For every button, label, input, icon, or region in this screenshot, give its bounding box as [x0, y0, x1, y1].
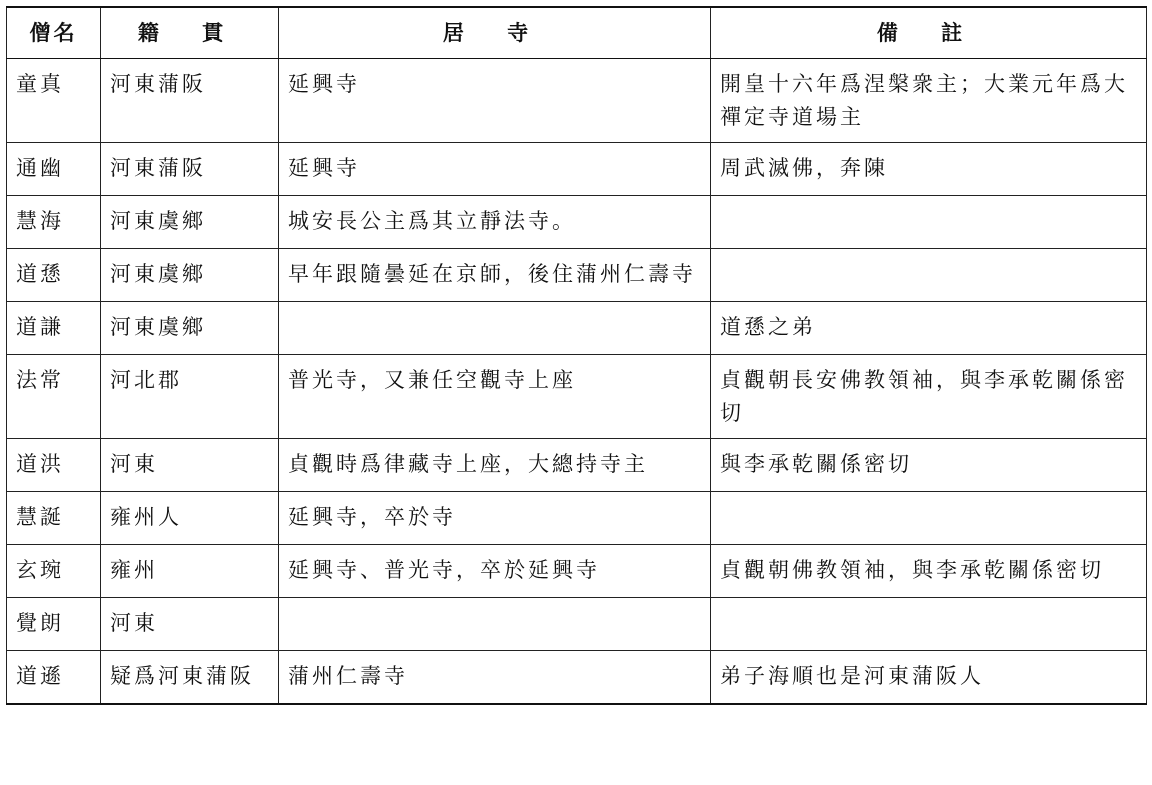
cell-origin: 疑爲河東蒲阪 [101, 651, 279, 705]
cell-note: 弟子海順也是河東蒲阪人 [711, 651, 1147, 705]
table-row [7, 59, 1147, 143]
header-notes: 備 註 [711, 7, 1147, 59]
table-row [7, 651, 1147, 705]
cell-origin: 河東虞鄉 [101, 302, 279, 355]
cell-origin: 河東蒲阪 [101, 143, 279, 196]
cell-monk-name: 慧海 [7, 196, 101, 249]
cell-origin: 雍州人 [101, 492, 279, 545]
cell-monk-name: 道愻 [7, 249, 101, 302]
cell-temple [279, 598, 711, 651]
table-header [7, 7, 1147, 59]
cell-temple: 延興寺、普光寺，卒於延興寺 [279, 545, 711, 598]
cell-temple: 早年跟隨曇延在京師，後住蒲州仁壽寺 [279, 249, 711, 302]
table-row [7, 598, 1147, 651]
cell-note [711, 598, 1147, 651]
table-row [7, 439, 1147, 492]
cell-origin: 河東 [101, 439, 279, 492]
cell-monk-name: 慧誕 [7, 492, 101, 545]
cell-temple: 普光寺，又兼任空觀寺上座 [279, 355, 711, 439]
cell-note: 貞觀朝長安佛教領袖，與李承乾關係密切 [711, 355, 1147, 439]
cell-temple: 延興寺，卒於寺 [279, 492, 711, 545]
header-row [7, 7, 1147, 59]
cell-note [711, 249, 1147, 302]
cell-note: 與李承乾關係密切 [711, 439, 1147, 492]
cell-temple [279, 302, 711, 355]
table-row [7, 196, 1147, 249]
table-row [7, 492, 1147, 545]
cell-note: 道愻之弟 [711, 302, 1147, 355]
cell-note: 開皇十六年爲涅槃衆主；大業元年爲大禪定寺道場主 [711, 59, 1147, 143]
cell-temple: 蒲州仁壽寺 [279, 651, 711, 705]
cell-origin: 河東蒲阪 [101, 59, 279, 143]
table-body [7, 59, 1147, 705]
cell-monk-name: 道謙 [7, 302, 101, 355]
table-row [7, 355, 1147, 439]
cell-temple: 貞觀時爲律藏寺上座，大總持寺主 [279, 439, 711, 492]
cell-temple: 延興寺 [279, 59, 711, 143]
cell-note: 貞觀朝佛教領袖，與李承乾關係密切 [711, 545, 1147, 598]
cell-monk-name: 玄琬 [7, 545, 101, 598]
cell-origin: 河東虞鄉 [101, 196, 279, 249]
cell-monk-name: 通幽 [7, 143, 101, 196]
header-monk-name: 僧名 [7, 7, 101, 59]
cell-monk-name: 道洪 [7, 439, 101, 492]
cell-note [711, 492, 1147, 545]
cell-monk-name: 法常 [7, 355, 101, 439]
monk-table [6, 6, 1147, 705]
table-row [7, 249, 1147, 302]
cell-origin: 河北郡 [101, 355, 279, 439]
cell-note [711, 196, 1147, 249]
table-row [7, 143, 1147, 196]
cell-note: 周武滅佛，奔陳 [711, 143, 1147, 196]
cell-temple: 延興寺 [279, 143, 711, 196]
cell-origin: 河東 [101, 598, 279, 651]
table-row [7, 302, 1147, 355]
cell-monk-name: 童真 [7, 59, 101, 143]
cell-temple: 城安長公主爲其立靜法寺。 [279, 196, 711, 249]
header-origin: 籍 貫 [101, 7, 279, 59]
table-row [7, 545, 1147, 598]
cell-origin: 雍州 [101, 545, 279, 598]
cell-monk-name: 道遜 [7, 651, 101, 705]
cell-origin: 河東虞鄉 [101, 249, 279, 302]
header-temple: 居 寺 [279, 7, 711, 59]
cell-monk-name: 覺朗 [7, 598, 101, 651]
